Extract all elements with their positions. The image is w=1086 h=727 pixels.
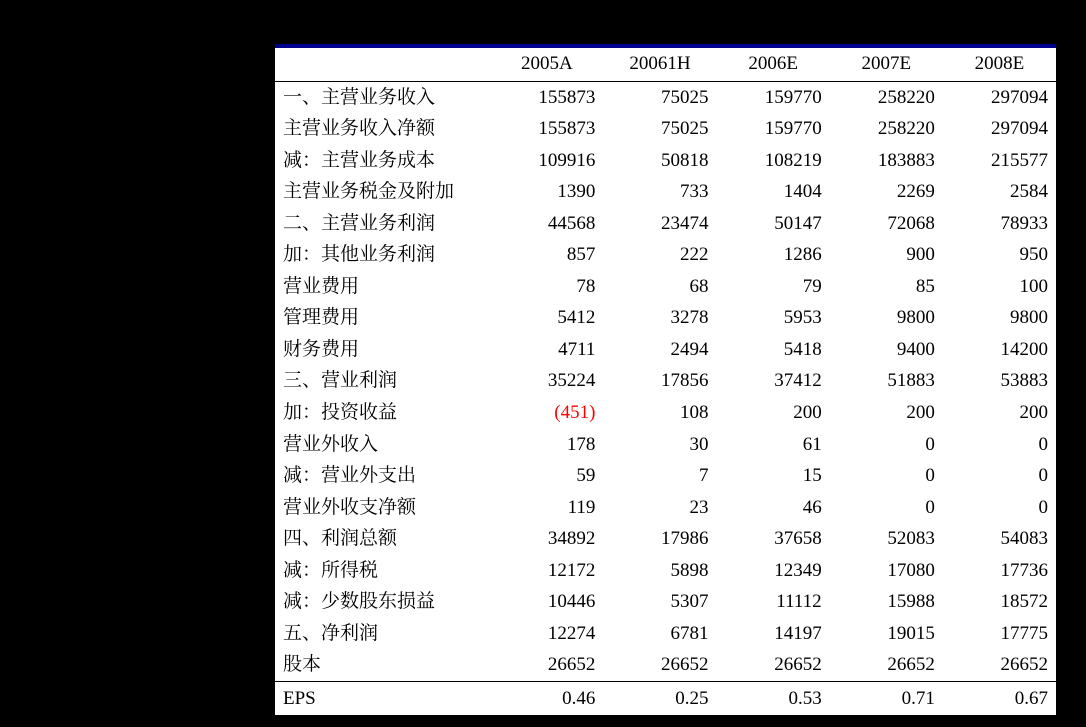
row-value: 5418	[783, 338, 822, 360]
row-value: 53883	[1000, 370, 1048, 392]
table-row	[275, 586, 1056, 618]
row-value: 0	[925, 496, 935, 518]
row-value: 0	[1038, 433, 1048, 455]
row-value: 17986	[661, 528, 709, 550]
row-value: 5412	[557, 307, 596, 329]
row-label: 管理费用	[283, 307, 360, 329]
row-value: 297094	[991, 118, 1048, 140]
row-value: 2584	[1010, 181, 1048, 203]
row-value: 46	[802, 496, 822, 518]
row-value: 857	[566, 244, 596, 266]
row-value: 900	[906, 244, 935, 266]
row-value: 200	[906, 402, 935, 424]
row-value: 75025	[661, 86, 709, 108]
row-value: 59	[576, 465, 596, 487]
row-value: 0	[1038, 496, 1048, 518]
row-value: 26652	[547, 654, 596, 676]
row-value: 0.71	[830, 681, 943, 716]
table-row	[275, 555, 1056, 587]
row-value: 61	[802, 433, 822, 455]
row-value: 37412	[774, 370, 822, 392]
row-value: 15988	[887, 591, 935, 613]
table-row	[275, 429, 1056, 461]
table-row	[275, 145, 1056, 177]
row-value: 18572	[1000, 591, 1048, 613]
row-value: 119	[567, 496, 596, 518]
row-value: 0	[925, 433, 935, 455]
row-label: 加：其他业务利润	[283, 244, 436, 266]
row-value: 222	[680, 244, 709, 266]
row-value: 1390	[557, 181, 596, 203]
row-label: 五、净利润	[283, 622, 379, 644]
row-value: 0.67	[943, 681, 1056, 716]
row-value: 0.46	[490, 681, 603, 716]
row-label: EPS	[275, 681, 490, 716]
column-header-label	[275, 48, 490, 81]
row-value: 12172	[547, 559, 596, 581]
row-value: 3278	[670, 307, 709, 329]
row-value: 258220	[877, 118, 935, 140]
row-value: (451)	[554, 402, 596, 424]
column-header-20061h: 20061H	[603, 48, 716, 81]
row-value: 78933	[1000, 212, 1048, 234]
column-header-2005a: 2005A	[490, 48, 603, 81]
row-value: 2494	[670, 338, 709, 360]
row-value: 26652	[1000, 654, 1048, 676]
table-row	[275, 649, 1056, 681]
row-value: 108	[680, 402, 709, 424]
row-label: 四、利润总额	[283, 528, 398, 550]
row-value: 15	[802, 465, 822, 487]
row-value: 19015	[887, 622, 935, 644]
row-label: 减：所得税	[283, 559, 379, 581]
row-value: 26652	[661, 654, 709, 676]
row-value: 78	[576, 275, 596, 297]
row-label: 营业外收入	[283, 433, 379, 455]
row-value: 297094	[991, 86, 1048, 108]
table-body	[275, 81, 1056, 716]
table-row	[275, 176, 1056, 208]
row-value: 0.25	[603, 681, 716, 716]
row-value: 5953	[783, 307, 822, 329]
row-value: 14197	[774, 622, 822, 644]
table-row	[275, 208, 1056, 240]
row-label: 三、营业利润	[283, 370, 398, 392]
row-value: 12349	[774, 559, 822, 581]
row-label: 营业费用	[283, 275, 360, 297]
row-value: 17856	[661, 370, 709, 392]
row-value: 50818	[661, 149, 709, 171]
row-value: 155873	[538, 118, 596, 140]
row-label: 主营业务收入净额	[283, 118, 436, 140]
row-value: 54083	[1000, 528, 1048, 550]
table-row	[275, 681, 1056, 716]
table-row	[275, 397, 1056, 429]
table-row	[275, 271, 1056, 303]
table-row	[275, 460, 1056, 492]
row-value: 200	[1019, 402, 1048, 424]
row-value: 9800	[1010, 307, 1048, 329]
row-label: 减：少数股东损益	[283, 591, 436, 613]
table-header-row	[275, 48, 1056, 81]
row-value: 1286	[783, 244, 822, 266]
row-value: 17080	[887, 559, 935, 581]
row-value: 100	[1019, 275, 1048, 297]
row-label: 营业外收支净额	[283, 496, 417, 518]
row-value: 10446	[547, 591, 596, 613]
row-value: 6781	[670, 622, 709, 644]
table-row	[275, 365, 1056, 397]
row-value: 155873	[538, 86, 596, 108]
table-row	[275, 334, 1056, 366]
row-value: 26652	[774, 654, 822, 676]
row-value: 200	[793, 402, 822, 424]
row-value: 14200	[1000, 338, 1048, 360]
row-label: 财务费用	[283, 338, 360, 360]
row-value: 0	[1038, 465, 1048, 487]
row-value: 52083	[887, 528, 935, 550]
row-value: 37658	[774, 528, 822, 550]
row-value: 9400	[896, 338, 935, 360]
financial-table-sheet	[275, 44, 1056, 716]
row-value: 17775	[1000, 622, 1048, 644]
row-value: 12274	[547, 622, 596, 644]
row-label: 股本	[283, 654, 322, 676]
row-label: 一、主营业务收入	[283, 86, 436, 108]
row-label: 加：投资收益	[283, 402, 398, 424]
row-value: 258220	[877, 86, 935, 108]
row-value: 30	[689, 433, 709, 455]
row-value: 1404	[783, 181, 822, 203]
table-header	[275, 48, 1056, 81]
row-label: 减：营业外支出	[283, 465, 417, 487]
row-label: 减：主营业务成本	[283, 149, 436, 171]
column-header-2007e: 2007E	[830, 48, 943, 81]
column-header-2006e: 2006E	[717, 48, 830, 81]
row-value: 5307	[670, 591, 709, 613]
row-value: 159770	[764, 86, 822, 108]
row-value: 35224	[547, 370, 596, 392]
row-value: 215577	[991, 149, 1048, 171]
column-header-2008e: 2008E	[943, 48, 1056, 81]
table-row	[275, 302, 1056, 334]
row-value: 109916	[538, 149, 596, 171]
row-value: 183883	[877, 149, 935, 171]
row-value: 7	[699, 465, 709, 487]
row-value: 733	[680, 181, 709, 203]
row-value: 68	[689, 275, 709, 297]
row-value: 17736	[1000, 559, 1048, 581]
row-value: 2269	[896, 181, 935, 203]
row-value: 159770	[764, 118, 822, 140]
row-label: 主营业务税金及附加	[283, 181, 455, 203]
row-value: 72068	[887, 212, 935, 234]
row-value: 5898	[670, 559, 709, 581]
row-value: 23	[689, 496, 709, 518]
table-row	[275, 239, 1056, 271]
row-value: 50147	[774, 212, 822, 234]
row-value: 75025	[661, 118, 709, 140]
financial-table	[275, 48, 1056, 716]
row-value: 51883	[887, 370, 935, 392]
row-value: 23474	[661, 212, 709, 234]
row-value: 85	[915, 275, 935, 297]
table-row	[275, 81, 1056, 113]
row-value: 34892	[547, 528, 596, 550]
row-value: 950	[1019, 244, 1048, 266]
table-row	[275, 113, 1056, 145]
row-value: 26652	[887, 654, 935, 676]
table-row	[275, 492, 1056, 524]
row-value: 178	[566, 433, 596, 455]
row-value: 4711	[558, 338, 596, 360]
table-row	[275, 523, 1056, 555]
row-label: 二、主营业务利润	[283, 212, 436, 234]
table-row	[275, 618, 1056, 650]
row-value: 11112	[776, 591, 822, 613]
row-value: 44568	[547, 212, 596, 234]
row-value: 108219	[764, 149, 822, 171]
row-value: 9800	[896, 307, 935, 329]
row-value: 0.53	[717, 681, 830, 716]
row-value: 0	[925, 465, 935, 487]
row-value: 79	[802, 275, 822, 297]
